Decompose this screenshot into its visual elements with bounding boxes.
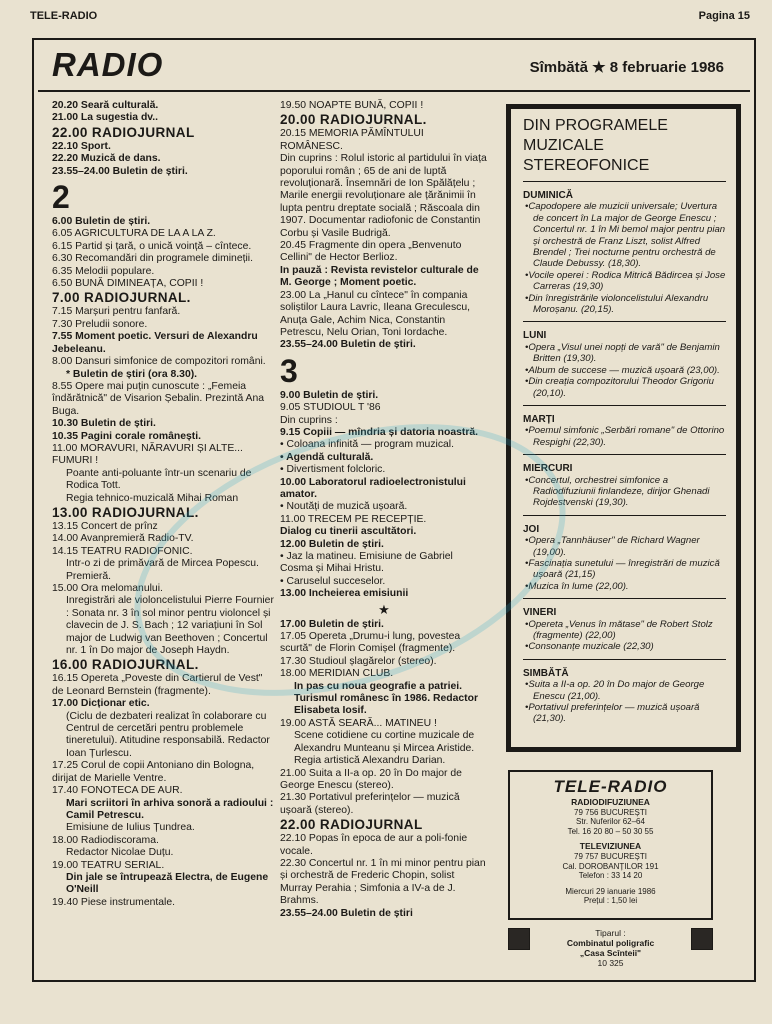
stereo-program-item: • Vocile operei : Rodica Mitrică Bădircea și Jose Carreras (19,30) <box>523 270 726 293</box>
schedule-entry: 19.00 ASTĂ SEARĂ... MATINEU ! <box>280 717 437 729</box>
schedule-entry: 10.00 Laboratorul radioelectronistului amator. <box>280 476 466 500</box>
printer-line-1: Tiparul : <box>595 928 626 938</box>
issue-date: Miercuri 29 ianuarie 1986 <box>565 886 656 896</box>
radio-address-2: Str. Nuferilor 62–64 <box>576 817 645 827</box>
schedule-entry: • Divertisment folcloric. <box>280 464 386 476</box>
schedule-entry: • Noutăți de muzică ușoară. <box>280 501 408 513</box>
stereo-program-item: • Din creația compozitorului Theodor Grigoriu (20,10). <box>523 376 726 399</box>
schedule-entry: 17.25 Corul de copii Antoniano din Bologna, dirijat de Marielle Ventre. <box>52 760 255 784</box>
stereo-title-line-3: STEREOFONICE <box>523 157 650 174</box>
stereo-program-item: • Portativul preferințelor — muzică ușoară (21,30). <box>523 702 726 725</box>
schedule-entry: 17.00 Dicționar etic. <box>52 698 150 710</box>
schedule-entry: 18.00 Radiodiscorama. <box>52 834 159 846</box>
schedule-entry: 20.45 Fragmente din opera „Benvenuto Cellini" de Hector Berlioz. <box>280 240 462 264</box>
stereo-program-item: • Album de succese — muzică ușoară (23,00). <box>523 365 726 376</box>
section-title: RADIO <box>52 46 164 83</box>
printer-logo-icon <box>508 928 530 950</box>
schedule-entry: Regia tehnico-muzicală Mihai Roman <box>66 492 239 504</box>
schedule-entry: 7.15 Marșuri pentru fanfară. <box>52 306 181 318</box>
schedule-entry: 9.15 Copiii — mîndria și datoria noastră. <box>280 426 479 438</box>
schedule-entry: 9.05 STUDIOUL T '86 <box>280 402 381 414</box>
schedule-entry: Mari scriitori în arhiva sonoră a radioului : Camil Petrescu. <box>66 797 274 821</box>
stereo-title-line-2: MUZICALE <box>523 137 604 154</box>
schedule-entry: 18.00 MERIDIAN CLUB. <box>280 668 394 680</box>
schedule-entry: (Ciclu de dezbateri realizat în colaborare cu Centrul de cercetări pentru problemele tineretului). Atitudine responsabilă. Redactor Ioan Țurlescu. <box>66 710 270 759</box>
schedule-entry: 13.15 Concert de prînz <box>52 520 158 532</box>
pen-logo-icon <box>691 928 713 950</box>
schedule-entry: Redactor Nicolae Duțu. <box>66 847 174 859</box>
schedule-entry: • Coloana infinită — program muzical. <box>280 439 455 451</box>
radio-phone: Tel. 16 20 80 – 50 30 55 <box>567 826 654 836</box>
stereo-program-item: • Capodopere ale muzicii universale; Uvertura de concert în La major de George Enescu ; Concertul nr. 1 în Mi bemol major pentru pian și orchestră de Franz Liszt, solist Alfred Brendel ; Trei nocturne pentru orchestră de Claude Debussy. (18,30). <box>523 201 726 269</box>
publication-name: TELE-RADIO <box>30 10 98 22</box>
stereo-day-heading: MARȚI <box>523 413 555 425</box>
stereo-day-heading: MIERCURI <box>523 463 573 475</box>
schedule-entry: Din cuprins : <box>280 414 338 426</box>
stereo-program-item: • Opera „Tannhäuser" de Richard Wagner (19,00). <box>523 535 726 558</box>
stereo-program-item: • Poemul simfonic „Serbări romane" de Ottorino Respighi (22,30). <box>523 425 726 448</box>
schedule-entry: 7.30 Preludii sonore. <box>52 318 148 330</box>
stereo-programs-box <box>506 104 741 752</box>
day-divider <box>523 405 726 406</box>
schedule-entry: 19.00 TEATRU SERIAL. <box>52 859 165 871</box>
schedule-entry: Din jale se întrupează Electra, de Eugene O'Neill <box>66 871 269 896</box>
day-number: 2 <box>52 179 70 216</box>
stereo-program-item: • Opera „Visul unei nopți de vară" de Benjamin Britten (19,30). <box>523 342 726 365</box>
schedule-entry: Dialog cu tinerii ascultători. <box>280 526 417 538</box>
schedule-entry: 6.50 BUNĂ DIMINEAȚA, COPII ! <box>52 278 204 290</box>
schedule-entry: 22.20 Muzică de dans. <box>52 153 161 165</box>
stereo-program-item: • Muzica în lume (22,00). <box>523 581 726 592</box>
schedule-entry: 20.15 MEMORIA PĂMÎNTULUI ROMÂNESC. <box>280 128 424 152</box>
schedule-entry: 16.00 RADIOJURNAL. <box>52 657 199 673</box>
schedule-entry: 12.00 Buletin de știri. <box>280 538 384 550</box>
radio-heading: RADIODIFUZIUNEA <box>571 797 650 807</box>
schedule-entry: 19.50 NOAPTE BUNĂ, COPII ! <box>280 100 424 111</box>
schedule-entry: In pauză : Revista revistelor culturale de M. George ; Moment poetic. <box>280 264 479 289</box>
schedule-entry: 10.35 Pagini corale românești. <box>52 430 202 442</box>
schedule-entry: 8.00 Dansuri simfonice de compozitori români. <box>52 356 266 368</box>
stereo-program-item: • Opereta „Venus în mătase" de Robert Stolz (fragmente) (22,00) <box>523 619 726 642</box>
schedule-entry: Din cuprins : Rolul istoric al partidului în viața poporului român ; 65 de ani de luptă revoluționară. Însemnări de Ion Spălățelu ; Marile energii revoluționare ale țărănimii în lupta pentru dreptate socială ; Răscoala din 1907. Documentar radiofonic de Constantin Corbu și Vasile Budrigă. <box>280 153 487 239</box>
schedule-entry: Intr-o zi de primăvară de Mircea Popescu. Premieră. <box>66 558 259 582</box>
schedule-entry: Emisiune de Iulius Țundrea. <box>66 822 195 834</box>
schedule-entry: 6.35 Melodii populare. <box>52 265 155 277</box>
schedule-entry: 13.00 Incheierea emisiunii <box>280 588 409 600</box>
printer-line-3: „Casa Scînteii" <box>579 948 642 958</box>
schedule-entry: 19.40 Piese instrumentale. <box>52 896 176 908</box>
imprint-title: TELE-RADIO <box>553 777 668 796</box>
schedule-entry: * Buletin de știri (ora 8.30). <box>66 368 198 380</box>
schedule-entry: 8.55 Opere mai puțin cunoscute : „Femeia îndărătnică" de Visarion Șebalin. Prezintă Ana Buga. <box>52 380 265 417</box>
stereo-day-heading: JOI <box>523 523 540 535</box>
schedule-entry: 9.00 Buletin de știri. <box>280 389 379 401</box>
stereo-program-item: • Concertul, orchestrei simfonice a Radiodifuziunii finlandeze, dirijor Ghenadi Rojdestvenski (19,30). <box>523 475 726 509</box>
schedule-entry: 17.05 Opereta „Drumu-i lung, povestea scurtă" de Florin Comișel (fragmente). <box>280 631 461 655</box>
schedule-entry: 7.00 RADIOJURNAL. <box>52 290 191 306</box>
schedule-entry: 22.00 RADIOJURNAL <box>280 817 423 833</box>
schedule-entry: Inregistrări ale violoncelistului Pierre Fournier : Sonata nr. 3 în sol minor pentru violoncel și clavecin de J. S. Bach ; 12 variațiuni în Sol major de Ludwig van Beethoven ; Concertul nr. 1 în Do major de Joseph Haydn. <box>66 595 274 657</box>
day-divider <box>523 454 726 455</box>
stereo-title-line-1: DIN PROGRAMELE <box>523 117 668 134</box>
schedule-entry: 11.00 MORAVURI, NĂRAVURI ȘI ALTE... FUMURI ! <box>52 442 243 467</box>
schedule-entry: 21.30 Portativul preferințelor — muzică ușoară (stereo). <box>280 792 460 816</box>
printer-line-2: Combinatul poligrafic <box>566 938 655 948</box>
schedule-entry: 22.30 Concertul nr. 1 în mi minor pentru pian și orchestră de Frederic Chopin, solist Murray Perahia ; Simfonia a IV-a de J. Brahms. <box>280 857 486 907</box>
schedule-entry: 22.00 RADIOJURNAL <box>52 124 195 140</box>
schedule-entry: ★ <box>378 601 390 617</box>
day-number: 3 <box>280 352 298 389</box>
schedule-entry: 15.00 Ora melomanului. <box>52 583 163 594</box>
day-divider <box>523 321 726 322</box>
schedule-entry: 6.15 Partid și țară, o unică voință – cîntece. <box>52 240 252 252</box>
tv-address-2: Cal. DOROBANȚILOR 191 <box>562 861 659 871</box>
day-divider <box>523 181 726 182</box>
printer-line-4: 10 325 <box>597 958 624 968</box>
page-number: Pagina 15 <box>698 10 750 22</box>
tv-heading: TELEVIZIUNEA <box>579 841 642 852</box>
schedule-entry: 22.10 Sport. <box>52 140 111 152</box>
schedule-entry: 7.55 Moment poetic. Versuri de Alexandru Jebeleanu. <box>52 331 258 355</box>
schedule-entry: 20.20 Seară culturală. <box>52 100 159 111</box>
stereo-program-item: • Suita a II-a op. 20 în Do major de George Enescu (21,00). <box>523 679 726 702</box>
tv-phone: Telefon : 33 14 20 <box>578 871 643 881</box>
price: Prețul : 1,50 lei <box>583 896 638 906</box>
schedule-entry: 6.00 Buletin de știri. <box>52 216 151 228</box>
printer-info <box>508 924 713 972</box>
day-divider <box>523 515 726 516</box>
schedule-entry: 20.00 RADIOJURNAL. <box>280 112 427 128</box>
schedule-entry: 21.00 Suita a II-a op. 20 în Do major de George Enescu (stereo). <box>280 767 462 791</box>
stereo-day-list <box>523 181 726 725</box>
stereo-day-heading: DUMINICĂ <box>523 190 573 201</box>
schedule-entry: 23.55–24.00 Buletin de știri <box>280 907 413 919</box>
schedule-entry: 10.30 Buletin de știri. <box>52 418 156 430</box>
radio-address-1: 79 756 BUCUREȘTI <box>574 807 647 817</box>
title-rule <box>38 90 750 92</box>
stereo-day-heading: SIMBĂTĂ <box>523 667 569 679</box>
schedule-entry: 23.00 La „Hanul cu cîntece" în compania soliștilor Laura Lavric, Ileana Greculescu, Anuța Gale, Achim Nica, Constantin Petrescu, Nelu Orian, Toni Iordache. <box>280 289 471 338</box>
schedule-entry: Scene cotidiene cu cortine muzicale de Alexandru Munteanu și Mircea Aristide. Regia artistică Alexandru Darian. <box>294 730 475 767</box>
section-date: Sîmbătă ★ 8 februarie 1986 <box>529 59 724 76</box>
schedule-entry: • Caruselul succeselor. <box>280 575 386 587</box>
schedule-entry: 21.00 La sugestia dv.. <box>52 112 159 124</box>
stereo-day-heading: LUNI <box>523 330 547 342</box>
page-header <box>30 10 750 26</box>
schedule-column-1 <box>52 100 274 909</box>
schedule-entry: 11.00 TRECEM PE RECEPȚIE. <box>280 513 427 525</box>
schedule-entry: 16.15 Opereta „Poveste din Cartierul de Vest" de Leonard Bernstein (fragmente). <box>52 673 263 697</box>
schedule-entry: 23.55–24.00 Buletin de știri. <box>52 165 188 177</box>
imprint-box <box>508 770 713 920</box>
day-divider <box>523 659 726 660</box>
day-divider <box>523 598 726 599</box>
stereo-program-item: • Fascinația sunetului — înregistrări de muzică ușoară (21,15) <box>523 558 726 581</box>
schedule-entry: 17.00 Buletin de știri. <box>280 618 384 630</box>
schedule-entry: 14.00 Avanpremieră Radio-TV. <box>52 533 194 545</box>
schedule-entry: 17.30 Studioul șlagărelor (stereo). <box>280 655 437 667</box>
schedule-entry: Poante anti-poluante într-un scenariu de Rodica Tott. <box>66 467 252 492</box>
schedule-entry: 6.05 AGRICULTURA DE LA A LA Z. <box>52 228 216 240</box>
schedule-entry: 17.40 FONOTECA DE AUR. <box>52 785 183 797</box>
schedule-column-2 <box>280 100 488 920</box>
schedule-entry: 14.15 TEATRU RADIOFONIC. <box>52 545 193 557</box>
stereo-program-item: • Din înregistrările violoncelistului Alexandru Moroșanu. (20,15). <box>523 293 726 316</box>
tv-address-1: 79 757 BUCUREȘTI <box>574 851 647 861</box>
schedule-entry: 23.55–24.00 Buletin de știri. <box>280 339 416 351</box>
schedule-entry: 22.10 Popas în epoca de aur a poli-fonie vocale. <box>280 833 468 857</box>
schedule-entry: In pas cu noua geografie a patriei. Turismul românesc în 1986. Redactor Elisabeta Iosif. <box>294 680 479 717</box>
schedule-entry: • Agendă culturală. <box>280 451 374 463</box>
stereo-program-item: • Consonanțe muzicale (22,30) <box>523 641 726 652</box>
stereo-day-heading: VINERI <box>523 607 557 619</box>
schedule-entry: 13.00 RADIOJURNAL. <box>52 504 199 520</box>
schedule-entry: 6.30 Recomandări din programele dimineții. <box>52 253 253 265</box>
schedule-entry: • Jaz la matineu. Emisiune de Gabriel Cosma și Mihai Hristu. <box>280 551 453 575</box>
